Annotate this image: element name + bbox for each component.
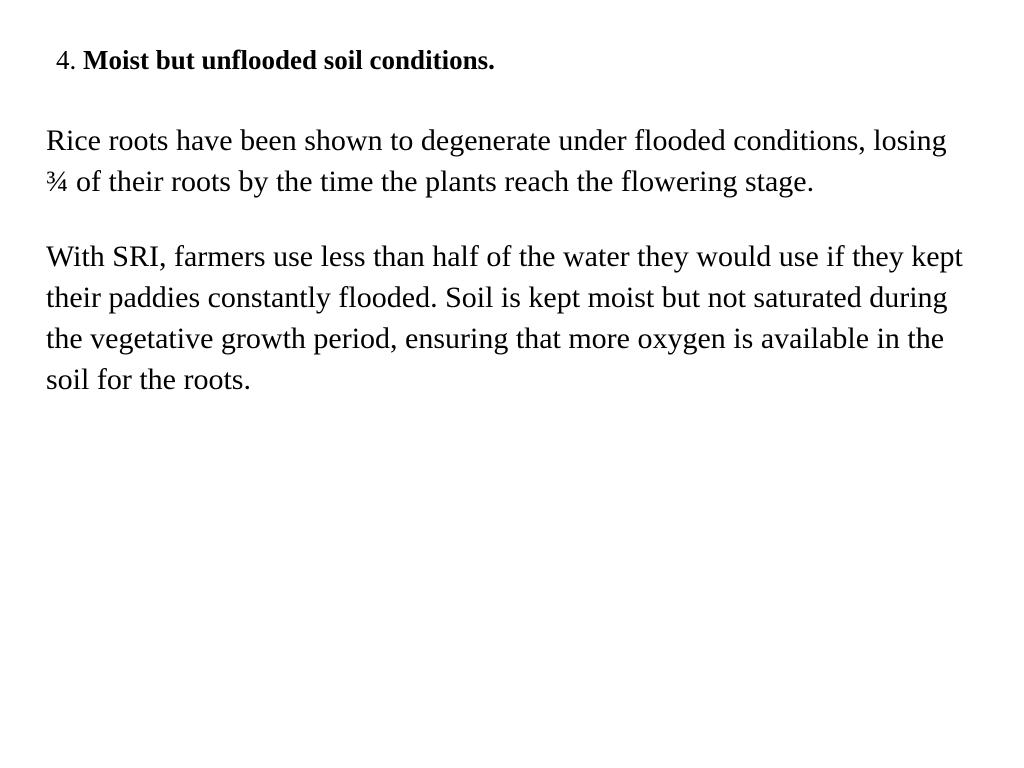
slide-body <box>46 120 964 401</box>
body-paragraph-2: With SRI, farmers use less than half of the water they would use if they kept their paddies constantly flooded. Soil is kept moist but not saturated during the vegetative growth period, ensuring that more oxygen is available in the soil for the roots. <box>46 239 963 397</box>
page-title <box>56 44 964 78</box>
title-heading: Moist but unflooded soil conditions. <box>83 45 495 75</box>
title-number: 4. <box>56 45 77 75</box>
body-paragraph-1: Rice roots have been shown to degenerate under flooded conditions, losing ¾ of their roots by the time the plants reach the flowering stage. <box>46 123 947 198</box>
